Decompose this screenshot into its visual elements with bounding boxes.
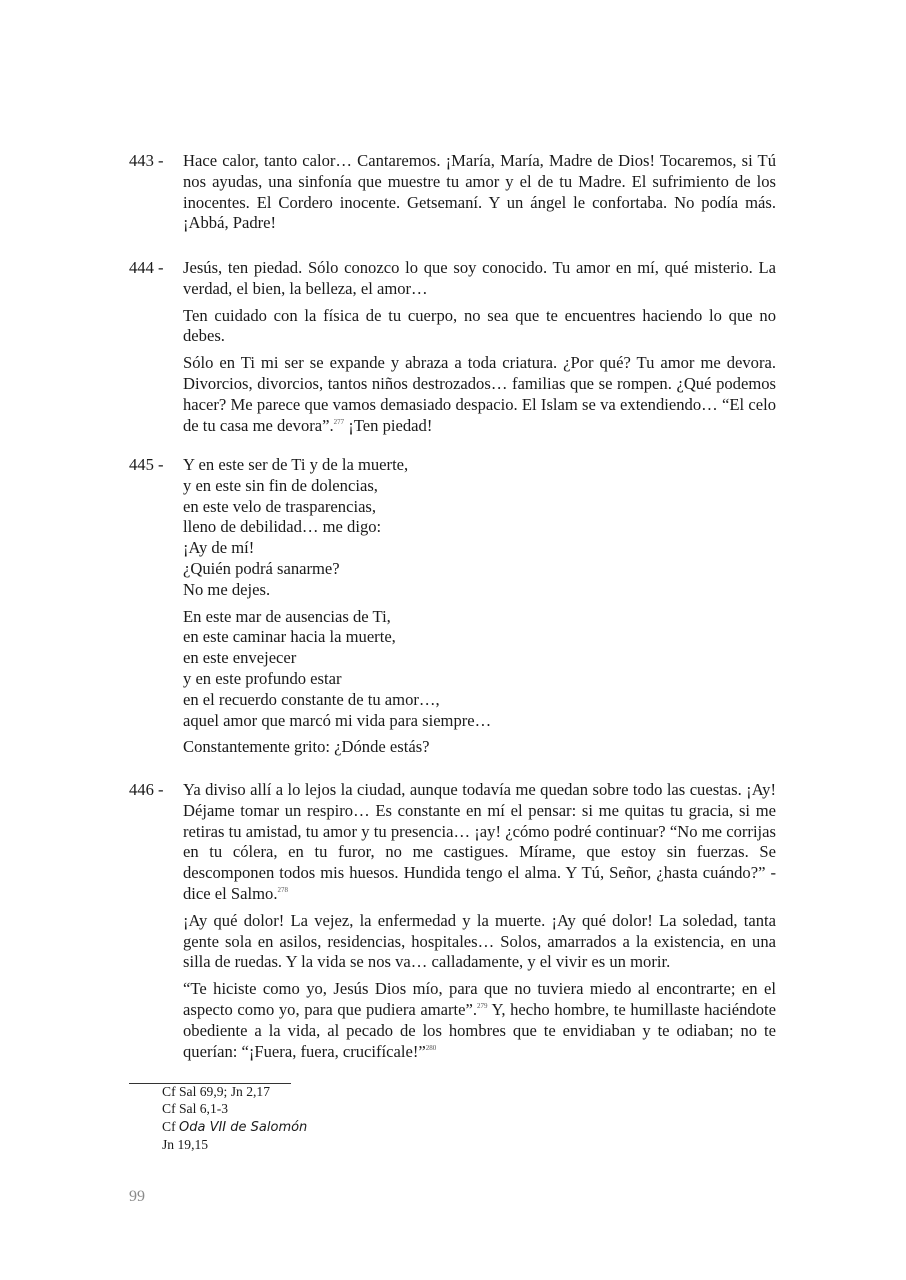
- footnote-ref: 280: [425, 1043, 437, 1052]
- poem-line: y en este sin fin de dolencias,: [183, 475, 378, 495]
- entry-446: [129, 780, 776, 1062]
- entry-paragraph: ¡Ay qué dolor! La vejez, la enfermedad y la muerte. ¡Ay qué dolor! La soledad, tanta gente sola en asilos, residencias, hospitales… Solos, amarrados a la existencia, en una silla de ruedas. Y la vida se nos va… calladamente, y el vivir es un morir.: [183, 910, 776, 972]
- paragraph-text: Sólo en Ti mi ser se expande y abraza a toda criatura. ¿Por qué? Tu amor me devora. Divorcios, divorcios, tantos niños destrozados… familias que se rompen. ¿Qué podemos hacer? Me parece que vamos demasiado despacio. El Islam se va extendiendo… “El celo de tu casa me devora”.: [183, 353, 776, 435]
- poem-line: No me dejes.: [183, 579, 271, 599]
- poem-line: en este caminar hacia la muerte,: [183, 627, 396, 647]
- poem-closing: [183, 737, 776, 758]
- paragraph-text: ¡Ten piedad!: [344, 415, 433, 435]
- paragraph-text: “Te hiciste como yo, Jesús Dios mío, para que no tuviera miedo al encontrarte; en el aspecto como yo, para que pudiera amarte”.: [183, 979, 776, 1019]
- footnote-ref: 279: [476, 1001, 488, 1010]
- poem-line: ¡Ay de mí!: [183, 538, 255, 558]
- poem-line: aquel amor que marcó mi vida para siempre…: [183, 710, 492, 730]
- footnote-ref: 277: [333, 417, 345, 426]
- footnote-prefix: Cf: [162, 1118, 179, 1134]
- entry-number: 444 -: [129, 258, 164, 277]
- entry-paragraph: Hace calor, tanto calor… Cantaremos. ¡María, María, Madre de Dios! Tocaremos, si Tú nos ayudas, una sinfonía que muestre tu amor y el de tu Madre. El sufrimiento de los inocentes. El Cordero inocente. Getsemaní. Y un ángel le confortaba. No podía más. ¡Abbá, Padre!: [183, 151, 776, 233]
- poem-line: en el recuerdo constante de tu amor…,: [183, 689, 440, 709]
- entry-443: [129, 151, 776, 234]
- paragraph-text: Ya diviso allí a lo lejos la ciudad, aunque todavía me quedan sobre todo las cuestas. ¡Ay! Déjame tomar un respiro… Es constante en mí el pensar: si me quitas tu gracia, si me retiras tu amistad, tu amor y tu presencia… ¡ay! ¿cómo podré continuar? “No me corrijas en tu cólera, en tu furor, no me castigues. Mírame, que estoy sin fuerzas. Se descomponen todos mis huesos. Hundida tengo el alma. Y Tú, Señor, ¿hasta cuándo?” - dice el Salmo.: [183, 780, 776, 903]
- poem-line: En este mar de ausencias de Ti,: [183, 606, 391, 626]
- footnote-278: Cf Sal 6,1-3: [162, 1101, 229, 1117]
- entry-paragraph: Ten cuidado con la física de tu cuerpo, no sea que te encuentres haciendo lo que no debes.: [183, 305, 776, 346]
- footnotes: [162, 1083, 307, 1154]
- entry-paragraph: Jesús, ten piedad. Sólo conozco lo que soy conocido. Tu amor en mí, qué misterio. La verdad, el bien, la belleza, el amor…: [183, 258, 776, 298]
- poem-line: Constantemente grito: ¿Dónde estás?: [183, 737, 430, 757]
- footnote-280: Jn 19,15: [162, 1137, 209, 1153]
- entry-paragraph: [183, 979, 776, 1062]
- poem-stanza: [183, 455, 776, 601]
- paragraph-text: Y, hecho hombre, te humillaste haciéndote obediente a la vida, al pecado de los hombres que te envidiaban y te odiaban; no te querían: “¡Fuera, fuera, crucifícale!”: [183, 999, 776, 1061]
- footnote-source-title: Oda VII de Salomón: [179, 1119, 308, 1135]
- poem-line: ¿Quién podrá sanarme?: [183, 558, 340, 578]
- poem-line: en este envejecer: [183, 648, 297, 668]
- poem-line: y en este profundo estar: [183, 668, 342, 688]
- entry-444: [129, 258, 776, 436]
- poem-stanza: [183, 607, 776, 732]
- footnote-277: Cf Sal 69,9; Jn 2,17: [162, 1084, 270, 1099]
- entry-paragraph: [183, 353, 776, 436]
- poem-line: Y en este ser de Ti y de la muerte,: [183, 455, 409, 474]
- entry-number: 443 -: [129, 151, 164, 170]
- entry-445: [129, 455, 776, 758]
- page-number: 99: [129, 1188, 145, 1205]
- entry-paragraph: [183, 780, 776, 905]
- footnote-ref: 278: [277, 885, 288, 894]
- poem-line: lleno de debilidad… me digo:: [183, 517, 382, 537]
- entry-number: 445 -: [129, 455, 164, 474]
- entry-number: 446 -: [129, 780, 164, 799]
- poem-line: en este velo de trasparencias,: [183, 496, 377, 516]
- footnote-279: [162, 1118, 307, 1136]
